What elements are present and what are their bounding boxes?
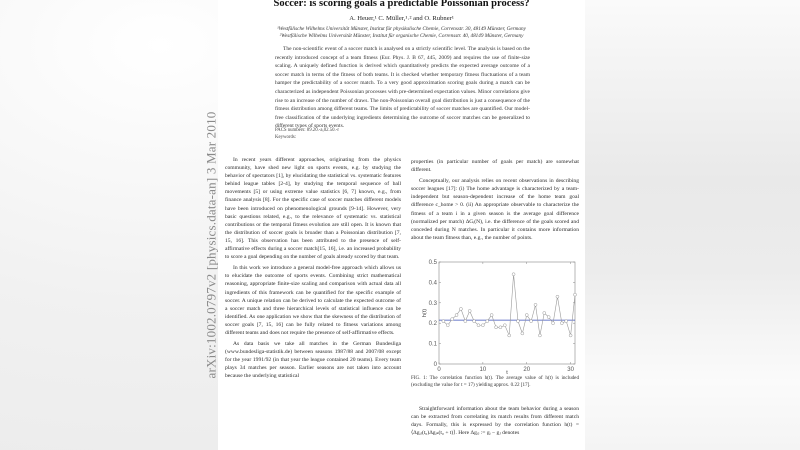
paper-authors: A. Heuer,¹ C. Müller,¹˒² and O. Rubner¹ bbox=[349, 15, 454, 22]
data-point bbox=[473, 320, 476, 323]
y-tick-label: 0.4 bbox=[428, 280, 437, 287]
paragraph: In recent years different approaches, originating from the physics community, have shed new light on sports events, e.g. by studying the behavior of spectators [1], by elucidating the statistical vs. systematic features behind league tables [2-4], by studying the temporal sequence of ball movements [5] or using extreme value statistics [6, 7] known, e.g., from finance analysis [8]. For the specific case of soccer matches different models have been introduced on phenomenological grounds [9-14]. However, very basic questions related, e.g., to the relevance of systematic vs. statistical contributions or the temporal fitness evolution are still open. It is known that the distribution of soccer goals is broader than a Poissonian distribution [7, 15, 16]. This observation has been attributed to the presence of self-affirmative effects during a soccer match[15, 16], i.e. an increased probability to score a goal depending on the number of goals already scored by that team. bbox=[225, 157, 401, 261]
y-tick-label: 0.2 bbox=[428, 321, 437, 328]
right-column-continued bbox=[411, 405, 579, 437]
paper-page bbox=[218, 0, 585, 450]
paragraph: As data basis we take all matches in the German Bundesliga (www.bundesliga-statistik.de) between seasons 1987/88 and 2007/08 except for the year 1991/92 (in that year the league contained 20 teams). Every team plays 34 matches per season. Earlier seasons are not taken into account because the underlying statistical bbox=[225, 341, 401, 380]
data-point bbox=[569, 334, 572, 337]
right-column bbox=[411, 158, 579, 245]
keywords: Keywords: bbox=[275, 135, 297, 140]
data-point bbox=[534, 303, 537, 306]
figure-1-chart bbox=[411, 255, 581, 376]
data-point bbox=[495, 326, 498, 329]
data-point bbox=[481, 324, 484, 327]
background-right bbox=[585, 0, 800, 450]
figure-caption: FIG. 1: The correlation function h(t). The average value of h(t) is included (excluding the value for t = 17) yielding approx. 0.22 [17]. bbox=[411, 375, 579, 388]
data-point bbox=[547, 316, 550, 319]
left-column bbox=[225, 156, 401, 384]
paragraph: In this work we introduce a general model-free approach which allows us to elucidate the outcome of sports events. Combining strict mathematical reasoning, appropriate finite-size scaling and comparison with actual data all ingredients of this framework can be quantified for the specific example of soccer. A unique relation can be derived to calculate the expected outcome of a soccer match and three hierarchical levels of statistical influence can be identified. As one application we show that the skewness of the distribution of soccer goals [7, 15, 16] can be fully related to fitness variations among different teams and does not require the presence of self-affirmative effects. bbox=[225, 265, 401, 336]
data-point bbox=[508, 334, 511, 337]
data-point bbox=[451, 318, 454, 321]
x-tick-label: 10 bbox=[479, 367, 487, 373]
data-point bbox=[455, 314, 458, 317]
data-point bbox=[442, 320, 445, 323]
x-axis-label: t bbox=[506, 370, 508, 376]
data-point bbox=[565, 320, 568, 323]
data-point bbox=[468, 309, 471, 312]
data-point bbox=[543, 312, 546, 315]
data-point bbox=[538, 334, 541, 337]
y-tick-label: 0.3 bbox=[428, 300, 437, 307]
affiliation-2: ²Westfälische Wilhelms Universität Münster, Institut für organische Chemie, Corrensstr. 40, 48149 Münster, Germany bbox=[279, 33, 524, 39]
data-point bbox=[486, 320, 489, 323]
data-point bbox=[556, 295, 559, 298]
arxiv-id: arXiv:1002.0797v2 [physics.data-an] 3 Mar 2010 bbox=[203, 111, 219, 379]
x-tick-label: 0 bbox=[437, 367, 441, 373]
data-point bbox=[516, 320, 519, 323]
data-point bbox=[552, 322, 555, 325]
data-point bbox=[459, 307, 462, 310]
data-point bbox=[530, 320, 533, 323]
y-tick-label: 0.5 bbox=[428, 260, 437, 266]
x-tick-label: 30 bbox=[567, 367, 574, 373]
line-chart bbox=[411, 255, 581, 376]
data-point bbox=[446, 324, 449, 327]
abstract: The non-scientific event of a soccer match is analysed on a strictly scientific level. The analysis is based on the recently introduced concept of a team fitness (Eur. Phys. J. B 67, 445, 2009) and requires the use of finite-size scaling. A uniquely defined function is derived which quantitatively predicts the expected average outcome of a soccer match in terms of the fitness of both teams. It is checked whether temporary fitness fluctuations of a team hamper the predictability of a soccer match. To a very good approximation scoring goals during a match can be characterized as independent Poissonian processes with pre-determined expectation values. Minor correlations give rise to an increase of the number of draws. The non-Poissonian overall goal distribution is just a consequence of the fitness distribution among different teams. The limits of predictability of soccer matches are quantified. Our model-free classification of the underlying ingredients determining the outcome of soccer matches can be generalized to different types of sports events. bbox=[275, 46, 530, 130]
data-point bbox=[574, 293, 577, 296]
data-point bbox=[503, 324, 506, 327]
data-point bbox=[521, 332, 524, 335]
affiliation-1: ¹Westfälische Wilhelms Universität Münster, Institut für physikalische Chemie, Corrensstr. 30, 48149 Münster, Germany bbox=[277, 26, 526, 32]
data-point bbox=[560, 322, 563, 325]
paragraph: Straightforward information about the team behavior during a season can be extracted from correlating its match results from different match days. Formally, this is expressed by the correlation function h(t) = ⟨Δgᵢⱼ(t₀)Δgᵢₖ(t₀ + t)⟩. Here Δgᵢⱼ := gᵢ − gⱼ denotes bbox=[411, 406, 579, 437]
data-point bbox=[525, 314, 528, 317]
paper-title: Soccer: is scoring goals a predictable Poissonian process? bbox=[273, 0, 530, 9]
data-point bbox=[512, 273, 515, 276]
pacs-numbers: PACS numbers: 89.20.-a,02.50.-r bbox=[275, 128, 339, 133]
data-point bbox=[490, 314, 493, 317]
data-point bbox=[464, 320, 467, 323]
y-axis-label: h(t) bbox=[422, 308, 428, 318]
y-tick-label: 0 bbox=[433, 362, 437, 368]
data-point bbox=[499, 326, 502, 329]
data-point bbox=[477, 324, 480, 327]
paragraph: properties (in particular number of goals per match) are somewhat different. bbox=[411, 159, 579, 174]
paragraph: Conceptually, our analysis relies on recent observations in describing soccer leagues [17]: (i) The home advantage is characterized by a team-independent but season-dependent increase of the home team goal difference c_home > 0. (ii) An appropriate observable to characterize the fitness of a team i in a given season is the average goal difference (normalized per match) ΔGᵢ(N), i.e. the difference of the goals scored and conceded during N matches. In particular it contains more information about the team fitness than, e.g., the number of points. bbox=[411, 178, 579, 241]
pacs-block bbox=[275, 127, 339, 141]
y-tick-label: 0.1 bbox=[428, 341, 437, 348]
data-line bbox=[443, 274, 575, 335]
x-tick-label: 20 bbox=[523, 367, 531, 373]
